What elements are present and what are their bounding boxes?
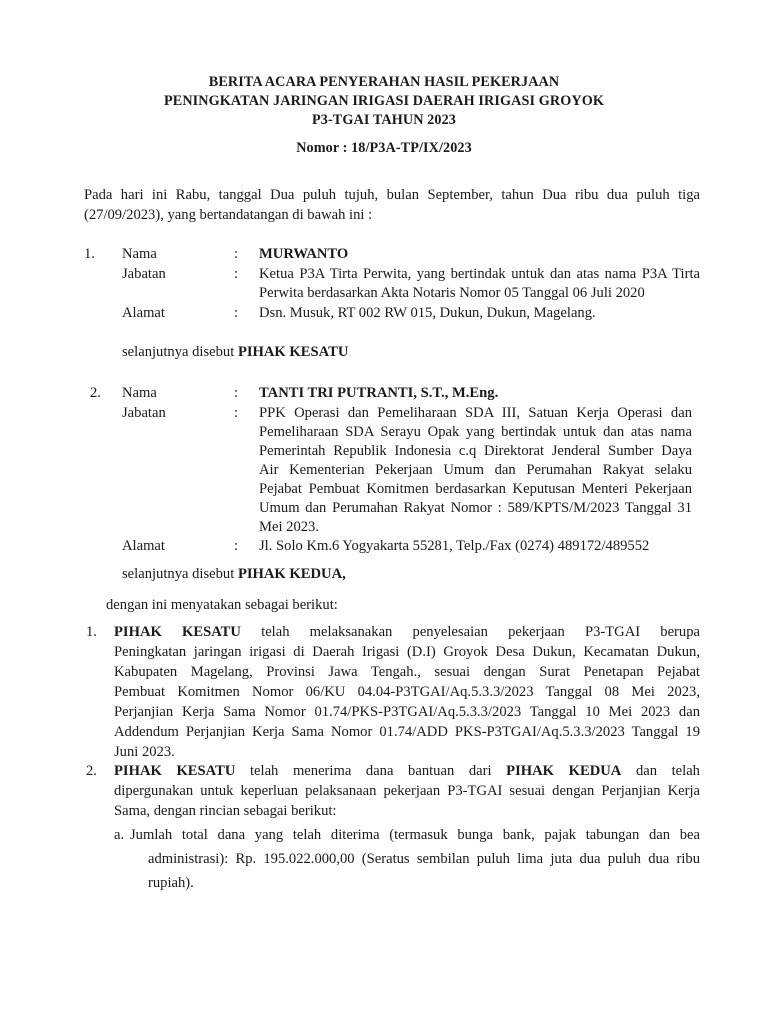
designation-name: PIHAK KEDUA, — [237, 566, 346, 582]
party1-jabatan-line1: Ketua P3A Tirta Perwita, yang bertindak untuk dan atas nama P3A Tirta — [259, 266, 700, 282]
party2-designation — [122, 565, 346, 584]
party1-alamat-value: Dsn. Musuk, RT 002 RW 015, Dukun, Dukun, Magelang. — [259, 305, 596, 321]
designation-prefix: selanjutnya disebut — [122, 566, 235, 582]
colon: : — [233, 385, 239, 401]
document-number: Nomor : 18/P3A-TP/IX/2023 — [296, 140, 472, 156]
party1-number: 1. — [84, 246, 95, 262]
document-title-line2: PENINGKATAN JARINGAN IRIGASI DAERAH IRIGASI GROYOK — [164, 93, 604, 109]
party2-nama-value: TANTI TRI PUTRANTI, S.T., M.Eng. — [259, 385, 499, 401]
designation-prefix: selanjutnya disebut — [122, 344, 235, 360]
point2-line2: dipergunakan untuk keperluan pelaksanaan pekerjaan P3-TGAI sesuai dengan Perjanjian Kerja — [114, 783, 700, 799]
point2-sub-a-line3: rupiah). — [148, 875, 194, 891]
designation-name: PIHAK KESATU — [237, 344, 349, 360]
point1-line2: Peningkatan jaringan irigasi di Daerah Irigasi (D.I) Groyok Desa Dukun, Kecamatan Dukun, — [114, 644, 700, 660]
party1-designation — [122, 343, 348, 362]
party2-jabatan-line5: Pejabat Pembuat Komitmen berdasarkan Keputusan Menteri Pekerjaan — [259, 481, 692, 497]
point1-line3: Kabupaten Magelang, Provinsi Jawa Tengah., sesuai dengan Surat Penetapan Pejabat — [114, 664, 700, 680]
colon: : — [233, 266, 239, 282]
party2-jabatan-line2: Pemeliharaan SDA Serayu Opak yang bertindak untuk dan atas nama — [259, 424, 692, 440]
point1-number: 1. — [86, 624, 97, 640]
point1-line4: Pembuat Komitmen Nomor 06/KU 04.04-P3TGAI/Aq.5.3.3/2023 Tanggal 08 Mei 2023, — [114, 684, 700, 700]
party2-jabatan-line4: Air Kementerian Pekerjaan Umum dan Perumahan Rakyat selaku — [259, 462, 692, 478]
point1-line5: Perjanjian Kerja Sama Nomor 01.74/PKS-P3TGAI/Aq.5.3.3/2023 Tanggal 10 Mei 2023 dan — [114, 704, 700, 720]
point2-line1-mid: telah menerima dana bantuan dari — [249, 763, 492, 779]
point2-lead-bold: PIHAK KESATU — [114, 763, 236, 779]
colon: : — [233, 405, 239, 421]
party2-jabatan-line1: PPK Operasi dan Pemeliharaan SDA III, Satuan Kerja Operasi dan — [259, 405, 692, 421]
colon: : — [233, 538, 239, 554]
party1-jabatan-label: Jabatan — [122, 266, 166, 282]
point2-sub-a-line1: Jumlah total dana yang telah diterima (termasuk bunga bank, pajak tabungan dan bea — [130, 827, 700, 843]
document-title-line1: BERITA ACARA PENYERAHAN HASIL PEKERJAAN — [208, 74, 560, 90]
party2-jabatan-line3: Pemerintah Republik Indonesia c.q Direktorat Jenderal Sumber Daya — [259, 443, 692, 459]
document-title-line3: P3-TGAI TAHUN 2023 — [312, 112, 456, 128]
party2-alamat-label: Alamat — [122, 538, 165, 554]
point1-line1 — [114, 623, 700, 642]
party2-alamat-value: Jl. Solo Km.6 Yogyakarta 55281, Telp./Fax (0274) 489172/489552 — [259, 538, 650, 554]
point2-line1-end: dan telah — [635, 763, 700, 779]
point1-line6: Addendum Perjanjian Kerja Sama Nomor 01.74/ADD PKS-P3TGAI/Aq.5.3.3/2023 Tanggal 19 — [114, 724, 700, 740]
point2-line3: Sama, dengan rincian sebagai berikut: — [114, 803, 337, 819]
point1-line1-rest: telah melaksanakan penyelesaian pekerjaan P3-TGAI berupa — [261, 624, 700, 640]
intro-line2: (27/09/2023), yang bertandatangan di bawah ini : — [84, 207, 373, 223]
point2-mid-bold: PIHAK KEDUA — [506, 763, 622, 779]
party1-alamat-label: Alamat — [122, 305, 165, 321]
point2-number: 2. — [86, 763, 97, 779]
point1-lead-bold: PIHAK KESATU — [114, 624, 241, 640]
point2-line1 — [114, 762, 700, 781]
party2-jabatan-line6: Umum dan Perumahan Rakyat Nomor : 589/KPTS/M/2023 Tanggal 31 — [259, 500, 692, 516]
party2-nama-label: Nama — [122, 385, 157, 401]
party1-jabatan-line2: Perwita berdasarkan Akta Notaris Nomor 05 Tanggal 06 Juli 2020 — [259, 285, 645, 301]
point2-sub-a-line2: administrasi): Rp. 195.022.000,00 (Seratus sembilan puluh lima juta dua puluh dua ribu — [148, 851, 700, 867]
party2-jabatan-line7: Mei 2023. — [259, 519, 319, 535]
colon: : — [233, 305, 239, 321]
point2-sub-a-label: a. — [114, 827, 125, 843]
intro-line1: Pada hari ini Rabu, tanggal Dua puluh tujuh, bulan September, tahun Dua ribu dua puluh tiga — [84, 187, 700, 203]
point1-line7: Juni 2023. — [114, 744, 175, 760]
party2-jabatan-label: Jabatan — [122, 405, 166, 421]
colon: : — [233, 246, 239, 262]
party1-nama-label: Nama — [122, 246, 157, 262]
statement-intro: dengan ini menyatakan sebagai berikut: — [106, 597, 338, 613]
party2-number: 2. — [90, 385, 101, 401]
party1-nama-value: MURWANTO — [259, 246, 349, 262]
